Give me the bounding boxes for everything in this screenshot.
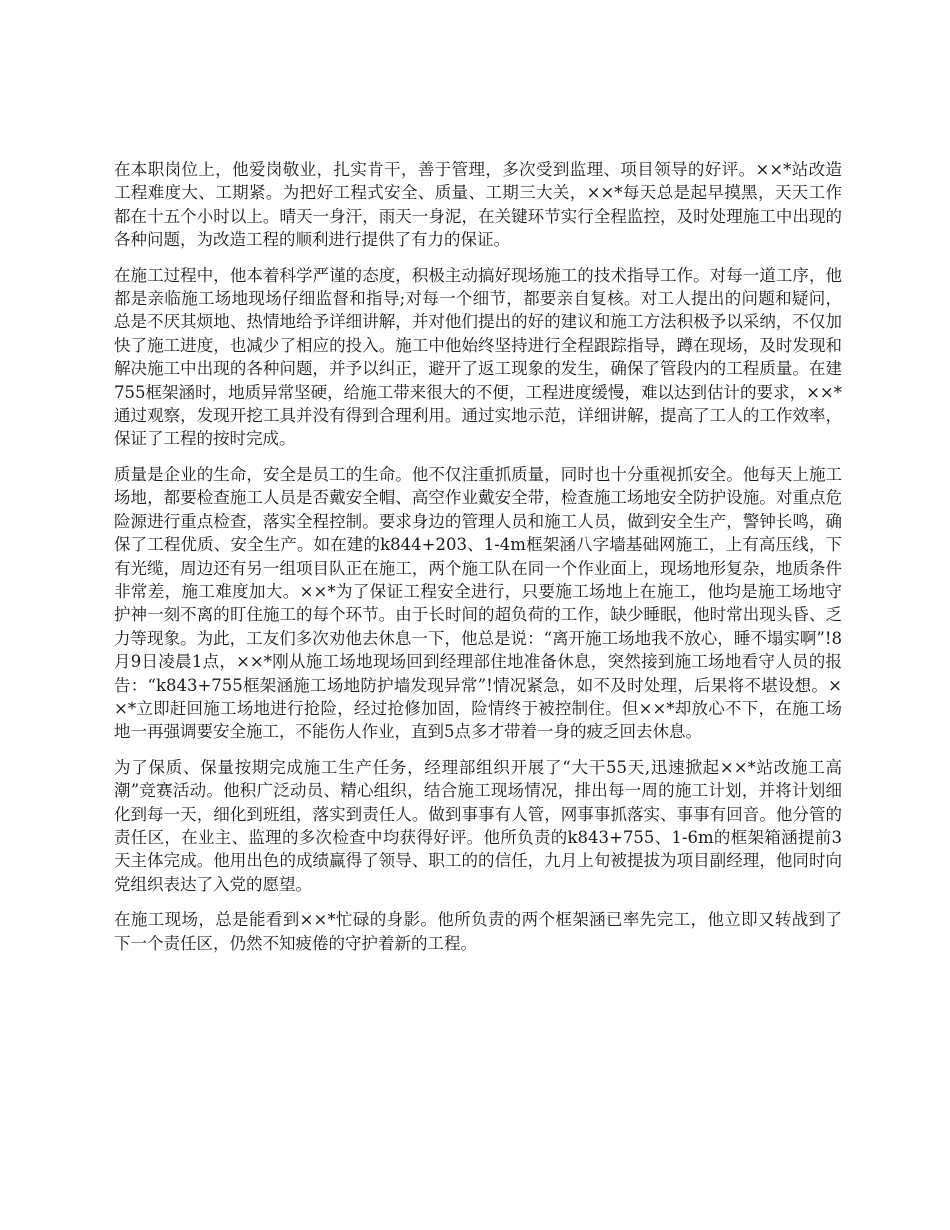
paragraph-2: 在施工过程中，他本着科学严谨的态度，积极主动搞好现场施工的技术指导工作。对每一道工序，他都是亲临施工场地现场仔细监督和指导;对每一个细节，都要亲自复核。对工人提出的问题和疑问，总是不厌其烦地、热情地给予详细讲解，并对他们提出的好的建议和施工方法积极予以采纳，不仅加快了施工进度，也减少了相应的投入。施工中他始终坚持进行全程跟踪指导，蹲在现场，及时发现和解决施工中出现的各种问题，并予以纠正，避开了返工现象的发生，确保了管段内的工程质量。在建755框架涵时，地质异常坚硬，给施工带来很大的不便，工程进度缓慢，难以达到估计的要求，××*通过观察，发现开挖工具并没有得到合理利用。通过实地示范，详细讲解，提高了工人的工作效率，保证了工程的按时完成。 xyxy=(114,265,842,449)
paragraph-3: 质量是企业的生命，安全是员工的生命。他不仅注重抓质量，同时也十分重视抓安全。他每天上施工场地，都要检查施工人员是否戴安全帽、高空作业戴安全带，检查施工场地安全防护设施。对重点危险源进行重点检查，落实全程控制。要求身边的管理人员和施工人员，做到安全生产，警钟长鸣，确保了工程优质、安全生产。如在建的k844+203、1-4m框架涵八字墙基础网施工，上有高压线，下有光缆，周边还有另一组项目队正在施工，两个施工队在同一个作业面上，现场地形复杂，地质条件非常差，施工难度加大。××*为了保证工程安全进行，只要施工场地上在施工，他均是施工场地守护神一刻不离的盯住施工的每个环节。由于长时间的超负荷的工作，缺少睡眠，他时常出现头昏、乏力等现象。为此，工友们多次劝他去休息一下，他总是说：“离开施工场地我不放心，睡不塌实啊”!8月9日凌晨1点，××*刚从施工场地现场回到经理部住地准备休息，突然接到施工场地看守人员的报告：“k843+755框架涵施工场地防护墙发现异常”!情况紧急，如不及时处理，后果将不堪设想。××*立即赶回施工场地进行抢险，经过抢修加固，险情终于被控制住。但××*却放心不下，在施工场地一再强调要安全施工，不能伤人作业，直到5点多才带着一身的疲乏回去休息。 xyxy=(114,464,842,742)
document-body xyxy=(114,158,842,967)
paragraph-5: 在施工现场，总是能看到××*忙碌的身影。他所负责的两个框架涵已率先完工，他立即又转战到了下一个责任区，仍然不知疲倦的守护着新的工程。 xyxy=(114,910,842,953)
paragraph-4: 为了保质、保量按期完成施工生产任务，经理部组织开展了“大干55天,迅速掀起××*站改施工高潮”竞赛活动。他积广泛动员、精心组织，结合施工现场情况，排出每一周的施工计划，并将计划细化到每一天，细化到班组，落实到责任人。做到事事有人管，网事事抓落实、事事有回音。他分管的责任区，在业主、监理的多次检查中均获得好评。他所负责的k843+755、1-6m的框架箱涵提前3天主体完成。他用出色的成绩赢得了领导、职工的的信任，九月上旬被提拔为项目副经理，他同时向党组织表达了入党的愿望。 xyxy=(114,757,842,894)
paragraph-1: 在本职岗位上，他爱岗敬业，扎实肯干，善于管理，多次受到监理、项目领导的好评。××*站改造工程难度大、工期紧。为把好工程式安全、质量、工期三大关，××*每天总是起早摸黑，天天工作都在十五个小时以上。晴天一身汗，雨天一身泥，在关键环节实行全程监控，及时处理施工中出现的各种问题，为改造工程的顺利进行提供了有力的保证。 xyxy=(114,160,842,250)
